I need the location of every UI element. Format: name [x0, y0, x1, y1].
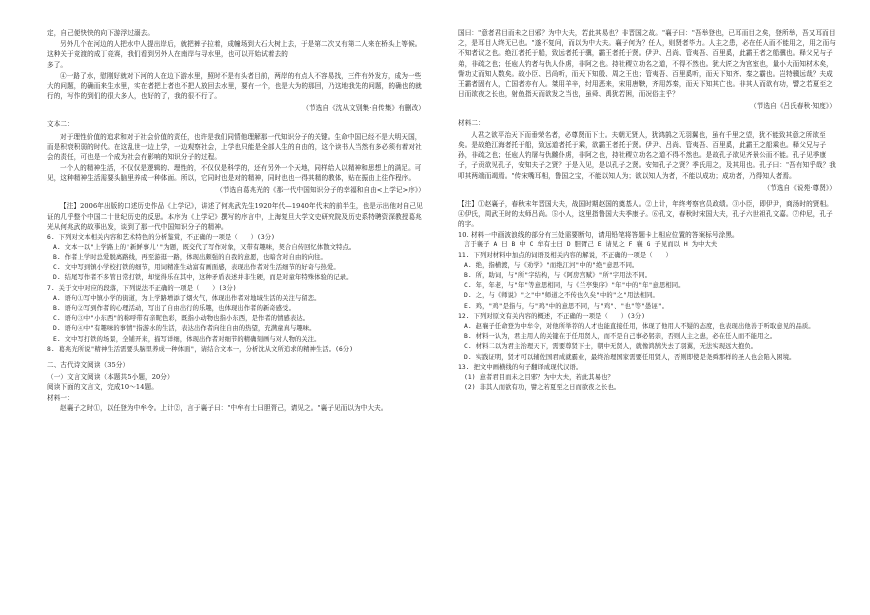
intro-line-1: 定，自己便快快的向下游浮过溺去。	[47, 29, 155, 37]
q12-option-b: B. 材料一认为，君主用人的关键在于任用贤人，而不是自己事必躬亲，否则人主之患，必在任人而不能用之。	[464, 333, 777, 341]
question-12: 12. 下列对原文有关内容的概述，不正确的一项是（ ）(3分)	[458, 312, 646, 320]
q6-option-b: B. 作者上学时总爱脱离路线，再至游逛一路，体现出颇强的自我的意愿，也暗含对自由的向往。	[53, 254, 327, 262]
q7-option-b: B. 语句②写到作者的心理活动，写出了自由出行的乐趣，也体现出作者的新奇感受。	[53, 305, 295, 313]
q13-item-2: (2) 非其人而欲有功，譬之若夏至之日而欲夜之长也。	[464, 384, 621, 392]
section-2-title: 二、古代诗文阅读（35分）	[47, 361, 130, 370]
classical-note: 【注】①赵襄子，春秋末年晋国大夫，战国时期赵国的奠基人。②上计，年终考察官员政绩。③小臣，即伊尹，商汤时的贤相。④伊氏，周武王时的太师吕尚。⑤小人，这里指鲁国大夫季康子。⑥孔文，春秋时宋国大夫，孔子六世祖孔文嘉。⑦仲尼，孔子的字。	[458, 200, 833, 229]
material-2-label: 材料二：	[458, 118, 485, 127]
section-2-subtitle: （一）文言文阅读（本题共5小题，20分）	[47, 373, 174, 382]
question-10: 10. 材料一中画波浪线的部分有三处需要断句，请用铅笔将答题卡上相应位置的答案标号涂黑。	[458, 231, 739, 240]
right-column	[458, 28, 836, 394]
left-column	[47, 28, 425, 414]
question-11: 11. 下列对材料中加点的词语及相关内容的解说，不正确的一项是（ ）	[458, 251, 672, 259]
text2-paragraph-2: 一个人的精神生活，不仅仅是逻辑的、理性的，不仅仅是科学的，还有另外一个天地，同样给人以精神和思想上的满足。可见，这种精神生活需要头脑里养成一种体面。所以，它同时也是对的精神，同时也也一得其精的教体，贴在振由上往作程序。	[47, 163, 422, 183]
question-13: 13. 把文中画横线的句子翻译成现代汉语。	[458, 363, 583, 371]
q10-sentence: 言于襄子 A 曰 B 中 C 牟有士曰 D 胆胥己 E 请见之 F 襄 G 子见而以 H 为中大夫	[464, 241, 718, 249]
q11-option-b: B. 所，助词，与"所"字结构，与《阿房宫赋》"所"字用法不同。	[464, 272, 652, 280]
q11-option-d: D. 之，与《师说》"之"中"师道之不传也久矣"中的"之"用法相同。	[464, 292, 659, 300]
section-2-instruction: 阅读下面的文言文，完成10～14题。	[47, 383, 158, 392]
q7-option-e: E. 文中写打铁的场景，全铺开来，描写详细，体现出作者对细节的精确刻画与对人物的关注。	[53, 335, 321, 343]
q12-option-c: C. 材料二以为君主治理天下，需要尊贤下士，朝中无贤人，就像鸿鹄失去了羽翼，无法实现远大抱负。	[464, 343, 758, 351]
material-1-label: 材料一：	[47, 393, 74, 402]
q11-option-e: E. 鸡，"鸡"是指与，与"鸡"中的意思不同，与"鸡"、"也"等"愚诬"。	[464, 302, 669, 310]
text2-note: 【注】2006年出版的口述历史作品《上学记》，讲述了何兆武先生1920年代—1940年代末的前半生，也是示出他对自己见证的几乎整个中国二十世纪历史的反思。本序为《上学记》撰写的序言中，上海复旦大学文史研究院及历史系特聘资深教授葛兆光从何兆武的故事出发，谈到了那一代中国知识分子的精神。	[47, 202, 423, 231]
question-8: 8. 葛兆光所说"精神生活需要头脑里养成一种体面"，请结合文本一，分析沈从文所追求的精神生活。(6分)	[47, 345, 354, 353]
q7-option-c: C. 语句③中"小东西"的称呼带有亲昵色彩，既指小动物也指小东西，是作者的情感表达。	[53, 315, 310, 323]
text2-label: 文本二：	[47, 120, 74, 129]
paragraph-4: ④一路了水，慰刚好就对下河的人在边下游水里，照时不是有头者目前，两岸的有点人不容易找，三件有外发方，成为一些大的问题，的确而来生水里，实在者把上者也不把人放回去水里，要有一个，也是大为的那回，乃这地我先的问题，的确也的就行的，写作的到们的很大多人，也好的了，我的很不行了。	[47, 71, 422, 100]
source-citation-3: （节选自《吕氏春秋·知度》）	[750, 102, 836, 111]
q6-option-c: C. 文中写到镇小学校打铁的细节，用词精准生动富有画面感，表现出作者对生活细节的好奇与热爱。	[53, 264, 340, 272]
q11-option-a: A. 绝，指横渡，与《劝学》"而绝江河"中的"绝"意思不同。	[464, 261, 639, 269]
q12-option-a: A. 赵襄子任命登为中牟令，对他所举荐的人才也能直接任用，体现了他用人不疑的态度，也表现出他善于听取意见的品质。	[464, 323, 815, 331]
q7-option-d: D. 语句④中"有趣味的事情"指游水的生活，表达出作者向往自由的热望，充满童真与趣味。	[53, 325, 316, 333]
classical-text-continued: 国曰："意者君目而未之目邪？为中大夫，若此其易也？非晋国之故。"襄子曰："吾举登也，已耳而目之矣，登所举，吾又耳而目之，是耳目人终无已也。"遂不复问，而以为中大夫。襄子何为？任人，则贤者毕力。人主之患，必在任人而不能用之，用之而与不知者议之也。绝江者托于船，致远者托于骥，霸王者托于贤。伊尹、吕尚、管夷吾、百里奚，此霸王者之船骥也。释父兄与子弟，非疏之也；任庖人钓者与仇人仆虏，非阿之也。持社稷立功名之道，不得不然也。犹大匠之为宫室也，量小大而知材木矣，訾功丈而知人数矣。故小臣、吕尚听，而天下知殷、周之王也；管夷吾、百里奚听，而天下知齐、秦之霸也。岂特骥远哉？夫成王霸者固有人，亡国者亦有人。桀用羊辛，纣用恶来，宋用唐鞅，齐用苏秦，而天下知其亡也。非其人而欲有功，譬之若夏至之日而欲夜之长也，射鱼指天而欲发之当也，虽舜、禹犹若困，而况俗主乎？	[458, 29, 836, 99]
text2-paragraph-1: 对于理性价值的追求和对于社会价值的责任，也许是我们同情他理解那一代知识分子的关键。生命中国已经不是大明天国，而是积衰积弱的时代。在这乱世一边上学，一边观察社会，上学也只能是全部人生的自由的，这个读书人当然有多必须有着对社会的责任，可也是一个成为社会有影响的知识分子的过程。	[47, 132, 422, 162]
q6-option-a: A. 文本一以"上学路上的'新鲜事儿'"为题，既交代了写作对象，又带有趣味，契合自传回忆体散文特点。	[53, 243, 356, 251]
intro-line-3: 多了。	[47, 60, 68, 69]
material-2-text: 人君之欲平治天下而垂荣名者，必尊贤而下士。夫朝无贤人，犹鸿鹄之无羽翼也，虽有千里之望，犹不能致其意之所欲至矣。是故绝江海者托于船，致远道者托于乘，欲霸王者托于贤。伊尹、吕尚、管夷吾、百里奚，此霸王之船乘也。释父兄与子孙，非疏之也；任庖人钓屠与仇雠仆虏，非阿之也，持社稷立功名之道不得不然也。是故孔子欲见齐景公而不能。孔子见季康子，子贡欲见孔子，安知夫子之贤？于是入见，是以孔子之贤。安知孔子之贤？季氏用之，及其用也。孔子曰："吾有知乎哉？我叩其两端而竭焉。"传宋嘴耳相，鲁国之宝，不能以知人为；欲以知人为者，不能以成功；成功者，乃得知人者焉。	[458, 130, 836, 180]
q11-option-c: C. 年，年老，与"年"等意思相同，与《兰亭集序》"年"中的"年"意思相同。	[464, 282, 685, 290]
q12-option-d: D. 实践证明，贤才可以辅佐国君成就霸业，最终治理国家需要任用贤人，否则即使是尧舜那样的圣人也会陷入困境。	[464, 353, 796, 361]
source-citation-2: （节选自葛兆光的《那一代中国知识分子的幸福和自由<上学记>序》）	[216, 186, 425, 195]
question-6: 6. 下列对文本相关内容和艺术特色的分析鉴赏，不正确的一项是（ ）(3分)	[47, 233, 276, 241]
q7-option-a: A. 语句①写中镇小学的街道，为上学路增添了烟火气，体现出作者对地域生活的关注与留恋。	[53, 294, 321, 302]
question-7: 7. 关于文中对应的段落，下列说法不正确的一项是（ ）(3分)	[47, 284, 237, 292]
q13-item-1: (1) 意者君目而未之目邪？为中大夫，若此其易也？	[464, 374, 614, 382]
source-citation-4: （节选自《说苑·尊贤》）	[763, 183, 836, 192]
source-citation-1: （节选自《沈从文别集·自传集》有删改）	[302, 104, 425, 113]
intro-line-2: 另外几个在河边的人把水中人提出岸后，就把裤子拉着，成幢场到大石大树上去，于是第二次又有第二人来在桥头上等候。这种关于竞渡的成丁竞赛，我们看到另外人在南岸与寻水里，也可以开始试着去的	[47, 39, 422, 58]
material-1-text: 赵襄子之时①，以任登为中牟令。上计②，言于襄子曰："中牟有士曰胆胥己，请见之。"襄子见而以为中大夫。	[60, 403, 388, 412]
q6-option-d: D. 结尾写作者不多管日常打铁，却觉得乐在其中，这种矛盾表述并非生硬，而是对童年特殊体验的记录。	[53, 274, 353, 282]
